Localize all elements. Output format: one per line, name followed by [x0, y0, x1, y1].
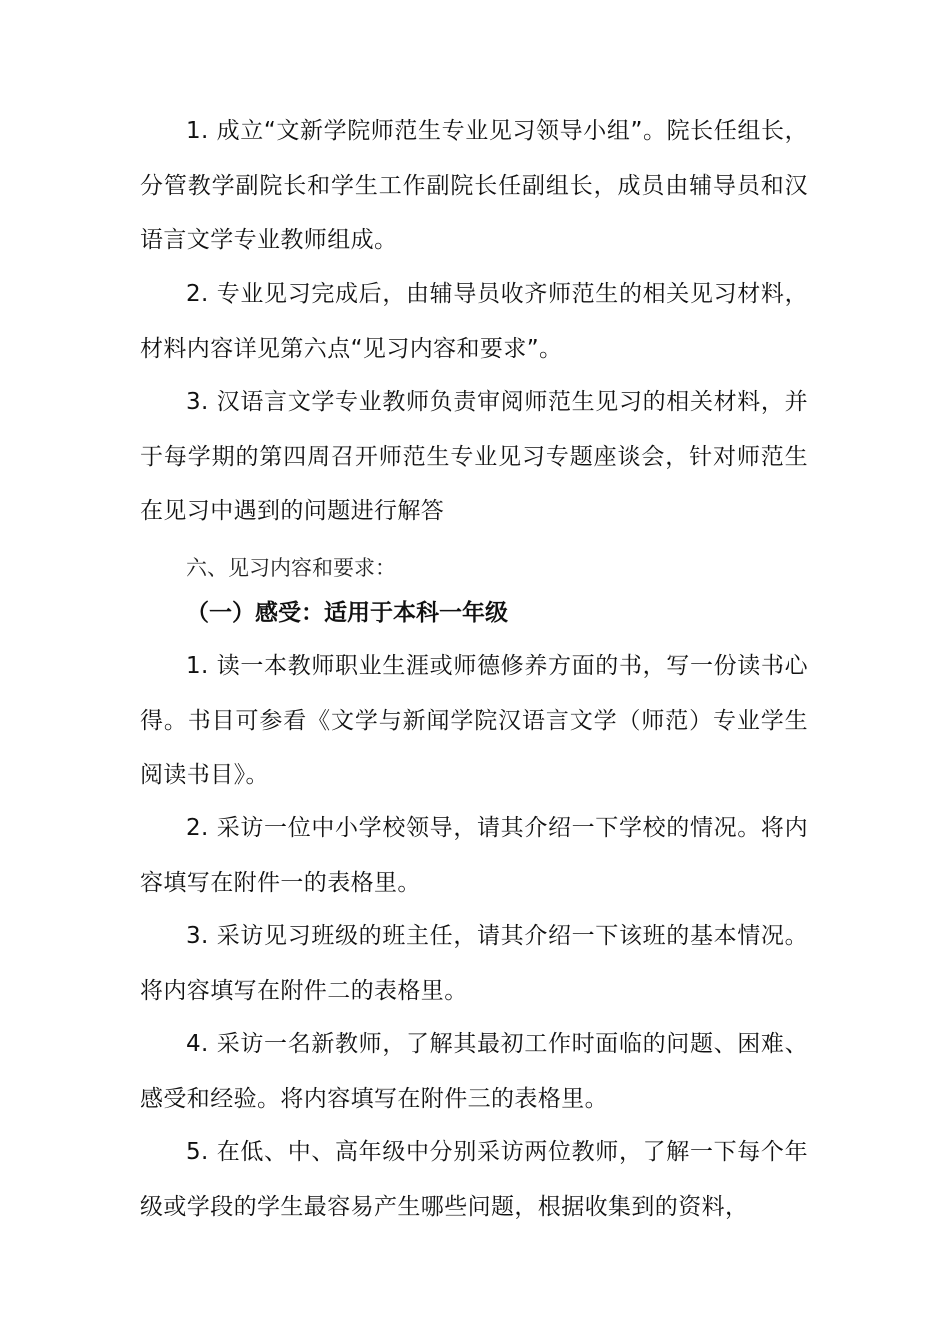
item-interview-leader: 2. 采访一位中小学校领导，请其介绍一下学校的情况。将内容填写在附件一的表格里。: [140, 815, 808, 896]
item-reading-report: 1. 读一本教师职业生涯或师德修养方面的书，写一份读书心得。书目可参看《文学与新闻学院汉语言文学（师范）专业学生阅读书目》。: [140, 653, 808, 788]
sub-heading: （一）感受：适用于本科一年级: [186, 600, 508, 626]
paragraph-leadership-group: 1. 成立“文新学院师范生专业见习领导小组”。院长任组长，分管教学副院长和学生工作副院长任副组长，成员由辅导员和汉语言文学专业教师组成。: [140, 118, 808, 253]
paragraph-materials-collection: 2. 专业见习完成后，由辅导员收齐师范生的相关见习材料，材料内容详见第六点“见习内容和要求”。: [140, 281, 808, 362]
item-interview-new-teacher: 4. 采访一名新教师，了解其最初工作时面临的问题、困难、感受和经验。将内容填写在附件三的表格里。: [140, 1031, 808, 1112]
item-interview-head-teacher: 3. 采访见习班级的班主任，请其介绍一下该班的基本情况。将内容填写在附件二的表格里。: [140, 923, 808, 1004]
item-interview-grade-teachers: 5. 在低、中、高年级中分别采访两位教师，了解一下每个年级或学段的学生最容易产生哪些问题，根据收集到的资料，: [140, 1139, 808, 1220]
paragraph-review-meeting: 3. 汉语言文学专业教师负责审阅师范生见习的相关材料，并于每学期的第四周召开师范生专业见习专题座谈会，针对师范生在见习中遇到的问题进行解答: [140, 389, 808, 524]
section-heading: 六、见习内容和要求：: [186, 556, 396, 580]
